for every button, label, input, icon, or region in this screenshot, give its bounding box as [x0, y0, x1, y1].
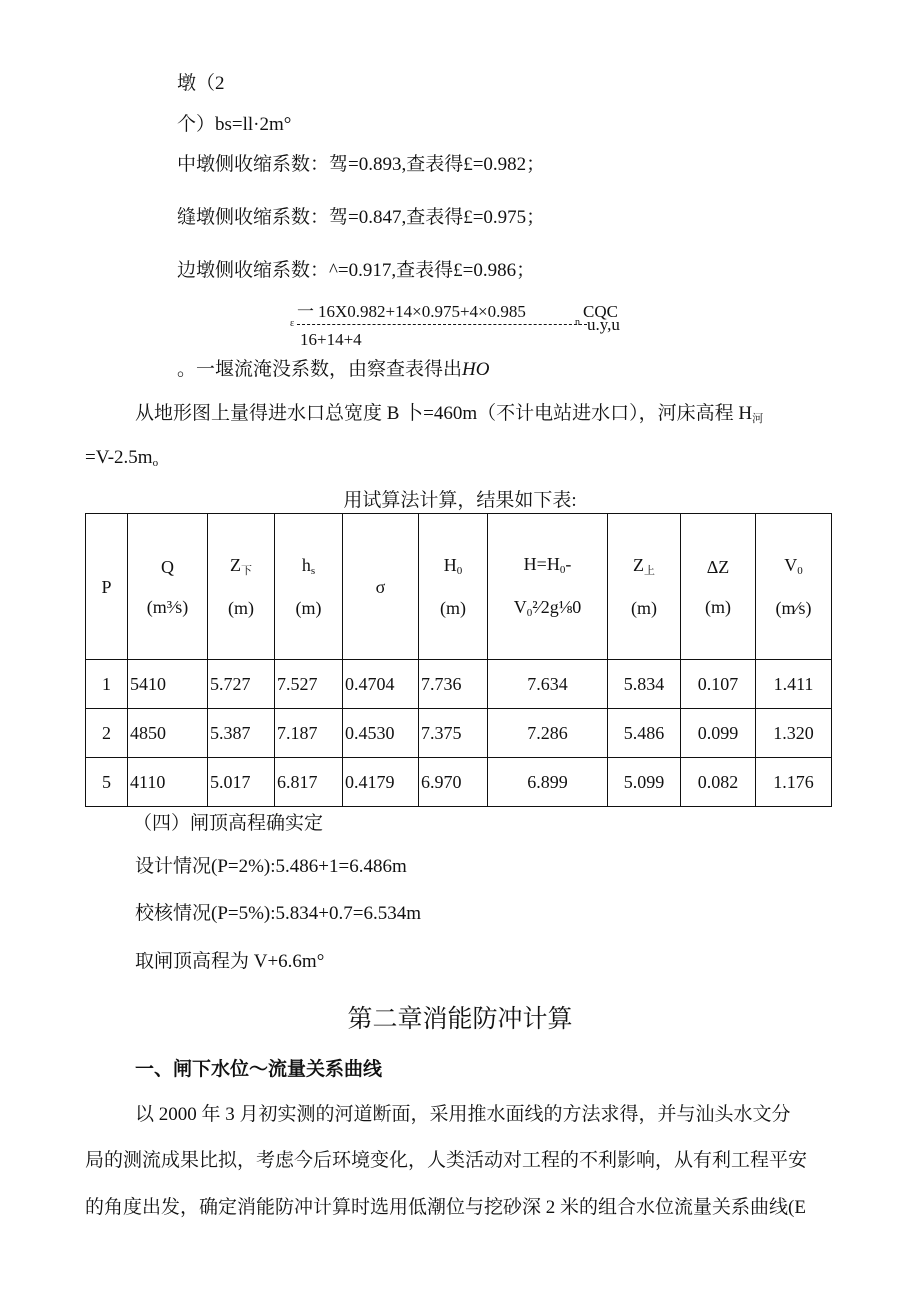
- gate-result: 取闸顶高程为 V+6.6m°: [135, 951, 325, 972]
- header-sigma: σ: [343, 514, 419, 660]
- results-table: [85, 513, 832, 807]
- text-pier-a: 墩（2: [177, 73, 225, 94]
- header-z-down: Z下 (m): [208, 514, 275, 660]
- gate-design: 设计情况(P=2%):5.486+1=6.486m: [135, 856, 407, 877]
- table-row: 5 4110 5.017 6.817 0.4179 6.970 6.899 5.099 0.082 1.176: [86, 758, 832, 807]
- header-q: Q (m³⁄s): [128, 514, 208, 660]
- paragraph-line: 局的测流成果比拟，考虑今后环境变化，人类活动对工程的不利影响，从有利工程平安: [85, 1150, 808, 1171]
- gate-section-title: （四）闸顶高程确实定: [133, 813, 324, 834]
- formula-sub-n: n: [575, 317, 580, 328]
- text-intake: 从地形图上量得进水口总宽度 B 卜=460m（不计电站进水口），河床高程 H河: [135, 403, 764, 425]
- table-caption: 用试算法计算，结果如下表:: [343, 490, 577, 511]
- table-header-row: [86, 514, 832, 660]
- formula-denominator: 16+14+4: [300, 330, 362, 349]
- text-side-pier: 边墩侧收缩系数：^=0.917,查表得£=0.986；: [177, 260, 536, 281]
- text-weir: 。一堰流淹没系数，由察查表得出HO: [177, 359, 490, 380]
- formula-dash: 一: [297, 302, 314, 321]
- header-hs: hs (m): [275, 514, 343, 660]
- table-row: 1 5410 5.727 7.527 0.4704 7.736 7.634 5.834 0.107 1.411: [86, 660, 832, 709]
- formula-tail-top: CQC: [583, 302, 618, 321]
- chapter-title: 第二章消能防冲计算: [347, 1006, 573, 1033]
- header-h: H=H0- V0²⁄2g⅛0: [488, 514, 608, 660]
- formula-tail-bottom: u.y,u: [587, 315, 620, 334]
- header-p: P: [86, 514, 128, 660]
- section-title: 一、闸下水位～流量关系曲线: [135, 1058, 383, 1080]
- text-intake-cont: =V-2.5mo: [85, 447, 159, 469]
- header-z-up: Z上 (m): [608, 514, 681, 660]
- formula-numerator: 16X0.982+14×0.975+4×0.985: [318, 302, 526, 321]
- paragraph-line: 的角度出发，确定消能防冲计算时选用低潮位与挖砂深 2 米的组合水位流量关系曲线(E: [85, 1197, 806, 1218]
- formula-fraction-line: [297, 324, 587, 325]
- formula-lead: ε: [290, 318, 295, 329]
- text-pier-b: 个）bs=ll·2m°: [177, 114, 292, 135]
- paragraph-line: 以 2000 年 3 月初实测的河道断面，采用推水面线的方法求得，并与汕头水文分: [135, 1104, 791, 1125]
- gate-check: 校核情况(P=5%):5.834+0.7=6.534m: [135, 903, 422, 924]
- header-h0: H0 (m): [419, 514, 488, 660]
- text-mid-pier: 中墩侧收缩系数：驾=0.893,查表得£=0.982；: [177, 154, 546, 175]
- table-row: 2 4850 5.387 7.187 0.4530 7.375 7.286 5.486 0.099 1.320: [86, 709, 832, 758]
- header-v0: V0 (m⁄s): [756, 514, 832, 660]
- text-seam-pier: 缝墩侧收缩系数：驾=0.847,查表得£=0.975；: [177, 207, 546, 228]
- header-dz: ΔZ (m): [681, 514, 756, 660]
